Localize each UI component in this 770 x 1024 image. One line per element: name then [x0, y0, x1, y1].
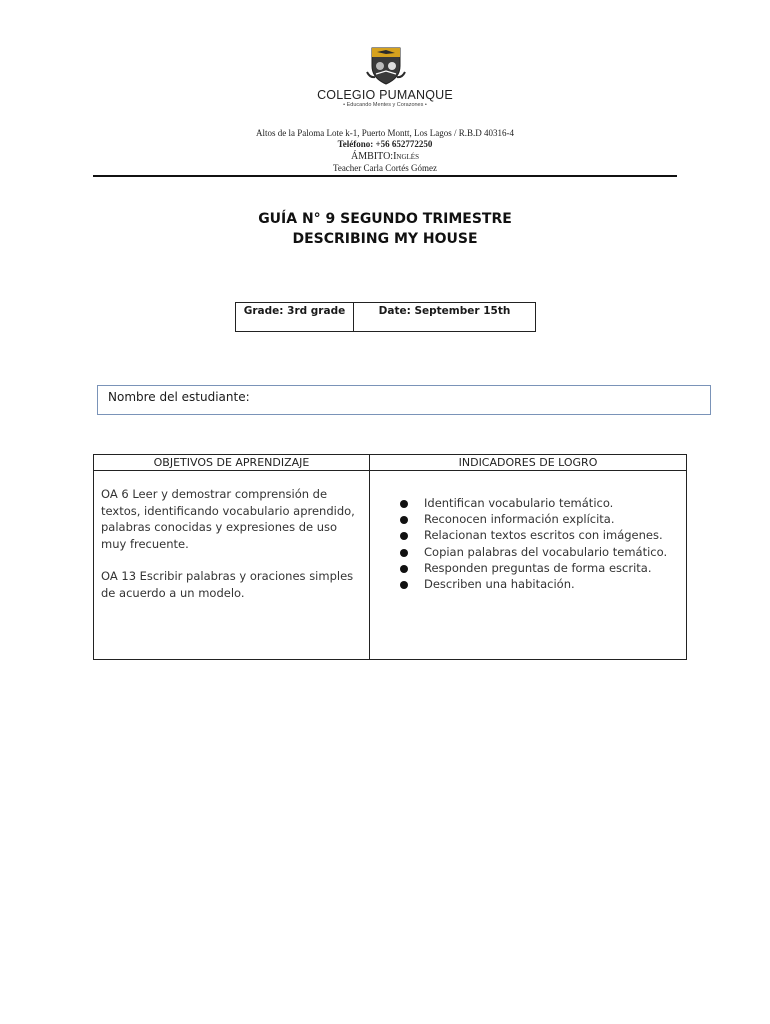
student-name-field[interactable]	[97, 385, 711, 415]
indicator-item	[400, 527, 688, 543]
indicator-item	[400, 576, 688, 592]
column-divider	[369, 455, 370, 659]
indicator-text: Relacionan textos escritos con imágenes.	[424, 528, 663, 543]
bullet-icon	[400, 565, 408, 573]
indicators-header: INDICADORES DE LOGRO	[370, 455, 686, 471]
objectives-list	[101, 486, 363, 617]
school-phone: Teléfono: +56 652772250	[337, 139, 433, 149]
indicator-item	[400, 511, 688, 527]
indicator-item	[400, 560, 688, 576]
bullet-icon	[400, 516, 408, 524]
guide-title: GUÍA N° 9 SEGUNDO TRIMESTRE	[258, 211, 512, 227]
teacher-name: Teacher Carla Cortés Gómez	[332, 163, 438, 173]
objective-item: OA 6 Leer y demostrar comprensión de textos, identificando vocabulario aprendido, palabras conocidas y expresiones de uso muy frecuente.	[101, 487, 355, 551]
indicator-item	[400, 495, 688, 511]
bullet-icon	[400, 532, 408, 540]
header-divider	[93, 175, 677, 177]
date-cell: Date: September 15th	[378, 305, 511, 317]
indicator-item	[400, 544, 688, 560]
school-motto: • Educando Mentes y Corazones •	[343, 102, 427, 108]
indicator-text: Identifican vocabulario temático.	[424, 496, 614, 510]
subject-area	[0, 151, 770, 162]
bullet-icon	[400, 581, 408, 589]
objective-item: OA 13 Escribir palabras y oraciones simples de acuerdo a un modelo.	[101, 569, 354, 600]
indicator-text: Describen una habitación.	[424, 577, 575, 592]
indicators-list	[400, 495, 688, 592]
school-crest-logo	[366, 44, 406, 86]
subject-area-label: ÁMBITO:	[351, 151, 394, 162]
grade-cell: Grade: 3rd grade	[236, 303, 354, 331]
bullet-icon	[400, 500, 408, 508]
grade-date-table	[235, 302, 536, 332]
school-name: COLEGIO PUMANQUE	[317, 88, 453, 102]
bullet-icon	[400, 549, 408, 557]
indicator-text: Copian palabras del vocabulario temático.	[424, 544, 668, 559]
guide-subtitle: DESCRIBING MY HOUSE	[292, 231, 478, 247]
indicator-text: Responden preguntas de forma escrita.	[424, 560, 652, 575]
school-address: Altos de la Paloma Lote k-1, Puerto Montt, Los Lagos / R.B.D 40316-4	[256, 128, 514, 138]
indicator-text: Reconocen información explícita.	[424, 512, 615, 527]
objectives-table	[93, 454, 687, 660]
objectives-header: OBJETIVOS DE APRENDIZAJE	[94, 455, 370, 471]
subject-area-value: Inglés	[393, 151, 419, 162]
student-name-label: Nombre del estudiante:	[108, 390, 250, 404]
